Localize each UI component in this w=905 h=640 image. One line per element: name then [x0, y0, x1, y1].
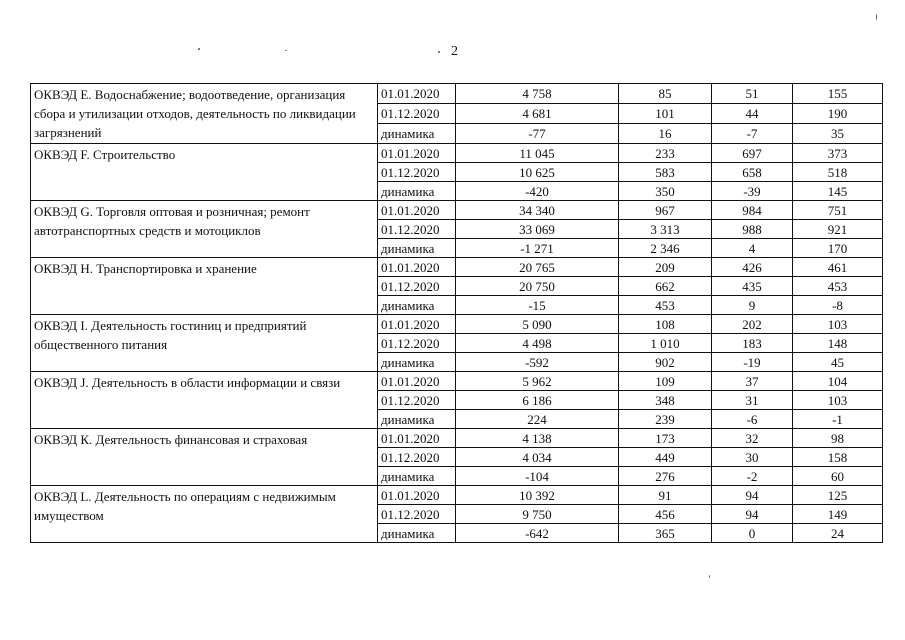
value-cell: 20 765: [456, 258, 619, 277]
value-cell: -420: [456, 182, 619, 201]
value-cell: 984: [712, 201, 793, 220]
value-cell: 155: [793, 84, 883, 104]
okved-section-name: ОКВЭД G. Торговля оптовая и розничная; ремонт автотранспортных средств и мотоциклов: [31, 201, 378, 258]
row-label: динамика: [378, 353, 456, 372]
value-cell: -6: [712, 410, 793, 429]
value-cell: 0: [712, 524, 793, 543]
value-cell: -2: [712, 467, 793, 486]
value-cell: 60: [793, 467, 883, 486]
value-cell: 350: [619, 182, 712, 201]
value-cell: 5 962: [456, 372, 619, 391]
value-cell: 103: [793, 391, 883, 410]
value-cell: 24: [793, 524, 883, 543]
value-cell: 697: [712, 144, 793, 163]
value-cell: 5 090: [456, 315, 619, 334]
row-label: 01.01.2020: [378, 486, 456, 505]
value-cell: 20 750: [456, 277, 619, 296]
okved-section-name: ОКВЭД Е. Водоснабжение; водоотведение, организация сбора и утилизации отходов, деятельность по ликвидации загрязнений: [31, 84, 378, 144]
row-label: 01.12.2020: [378, 220, 456, 239]
table-row: [31, 201, 883, 220]
value-cell: 4 498: [456, 334, 619, 353]
value-cell: -1 271: [456, 239, 619, 258]
row-label: 01.01.2020: [378, 372, 456, 391]
scan-speck: [198, 48, 200, 50]
okved-section-name: ОКВЭД К. Деятельность финансовая и страховая: [31, 429, 378, 486]
value-cell: 30: [712, 448, 793, 467]
page-number: 2: [451, 44, 458, 59]
value-cell: 91: [619, 486, 712, 505]
value-cell: 190: [793, 104, 883, 124]
row-label: динамика: [378, 182, 456, 201]
row-label: 01.12.2020: [378, 163, 456, 182]
row-label: 01.01.2020: [378, 201, 456, 220]
value-cell: 365: [619, 524, 712, 543]
okved-section-name: ОКВЭД L. Деятельность по операциям с недвижимым имуществом: [31, 486, 378, 543]
value-cell: 453: [619, 296, 712, 315]
row-label: 01.12.2020: [378, 505, 456, 524]
value-cell: 658: [712, 163, 793, 182]
okved-section-name: ОКВЭД F. Строительство: [31, 144, 378, 201]
value-cell: 183: [712, 334, 793, 353]
value-cell: 108: [619, 315, 712, 334]
value-cell: -8: [793, 296, 883, 315]
value-cell: 10 625: [456, 163, 619, 182]
row-label: 01.12.2020: [378, 391, 456, 410]
value-cell: 125: [793, 486, 883, 505]
value-cell: -642: [456, 524, 619, 543]
value-cell: 103: [793, 315, 883, 334]
value-cell: 426: [712, 258, 793, 277]
scan-speck: [285, 50, 287, 51]
value-cell: 4 138: [456, 429, 619, 448]
value-cell: 9: [712, 296, 793, 315]
value-cell: 101: [619, 104, 712, 124]
scan-speck: [438, 51, 440, 53]
value-cell: 145: [793, 182, 883, 201]
value-cell: 34 340: [456, 201, 619, 220]
value-cell: 453: [793, 277, 883, 296]
value-cell: 170: [793, 239, 883, 258]
scan-speck: [709, 575, 710, 578]
value-cell: 449: [619, 448, 712, 467]
row-label: 01.01.2020: [378, 144, 456, 163]
value-cell: -592: [456, 353, 619, 372]
row-label: 01.12.2020: [378, 277, 456, 296]
value-cell: 10 392: [456, 486, 619, 505]
row-label: динамика: [378, 239, 456, 258]
value-cell: 37: [712, 372, 793, 391]
value-cell: 4 758: [456, 84, 619, 104]
table-row: [31, 429, 883, 448]
value-cell: 11 045: [456, 144, 619, 163]
okved-section-name: ОКВЭД I. Деятельность гостиниц и предприятий общественного питания: [31, 315, 378, 372]
value-cell: 9 750: [456, 505, 619, 524]
value-cell: 158: [793, 448, 883, 467]
row-label: динамика: [378, 296, 456, 315]
value-cell: 233: [619, 144, 712, 163]
table-row: [31, 486, 883, 505]
value-cell: 456: [619, 505, 712, 524]
table-row: [31, 315, 883, 334]
row-label: динамика: [378, 124, 456, 144]
row-label: 01.01.2020: [378, 84, 456, 104]
value-cell: 224: [456, 410, 619, 429]
value-cell: 104: [793, 372, 883, 391]
value-cell: 988: [712, 220, 793, 239]
value-cell: 967: [619, 201, 712, 220]
value-cell: -7: [712, 124, 793, 144]
value-cell: 2 346: [619, 239, 712, 258]
value-cell: 4 034: [456, 448, 619, 467]
value-cell: 148: [793, 334, 883, 353]
okved-section-name: ОКВЭД Н. Транспортировка и хранение: [31, 258, 378, 315]
value-cell: 149: [793, 505, 883, 524]
value-cell: 461: [793, 258, 883, 277]
value-cell: -1: [793, 410, 883, 429]
value-cell: 209: [619, 258, 712, 277]
value-cell: 902: [619, 353, 712, 372]
table-row: [31, 258, 883, 277]
value-cell: 239: [619, 410, 712, 429]
row-label: 01.01.2020: [378, 315, 456, 334]
value-cell: 435: [712, 277, 793, 296]
value-cell: 662: [619, 277, 712, 296]
value-cell: 373: [793, 144, 883, 163]
value-cell: 94: [712, 505, 793, 524]
table-row: [31, 144, 883, 163]
value-cell: -39: [712, 182, 793, 201]
row-label: 01.01.2020: [378, 429, 456, 448]
value-cell: 16: [619, 124, 712, 144]
value-cell: 1 010: [619, 334, 712, 353]
table-row: [31, 84, 883, 104]
row-label: 01.01.2020: [378, 258, 456, 277]
value-cell: -19: [712, 353, 793, 372]
value-cell: -15: [456, 296, 619, 315]
row-label: динамика: [378, 524, 456, 543]
value-cell: 35: [793, 124, 883, 144]
value-cell: 276: [619, 467, 712, 486]
value-cell: 4 681: [456, 104, 619, 124]
value-cell: 751: [793, 201, 883, 220]
value-cell: -104: [456, 467, 619, 486]
value-cell: 4: [712, 239, 793, 258]
row-label: 01.12.2020: [378, 334, 456, 353]
row-label: динамика: [378, 467, 456, 486]
value-cell: -77: [456, 124, 619, 144]
value-cell: 109: [619, 372, 712, 391]
value-cell: 202: [712, 315, 793, 334]
row-label: 01.12.2020: [378, 104, 456, 124]
value-cell: 518: [793, 163, 883, 182]
table-row: [31, 372, 883, 391]
value-cell: 51: [712, 84, 793, 104]
value-cell: 45: [793, 353, 883, 372]
okved-table: [30, 83, 883, 543]
row-label: динамика: [378, 410, 456, 429]
value-cell: 33 069: [456, 220, 619, 239]
okved-table-body: [31, 84, 883, 543]
value-cell: 44: [712, 104, 793, 124]
value-cell: 31: [712, 391, 793, 410]
value-cell: 94: [712, 486, 793, 505]
row-label: 01.12.2020: [378, 448, 456, 467]
value-cell: 921: [793, 220, 883, 239]
okved-section-name: ОКВЭД J. Деятельность в области информации и связи: [31, 372, 378, 429]
value-cell: 583: [619, 163, 712, 182]
value-cell: 173: [619, 429, 712, 448]
value-cell: 32: [712, 429, 793, 448]
value-cell: 6 186: [456, 391, 619, 410]
value-cell: 98: [793, 429, 883, 448]
value-cell: 348: [619, 391, 712, 410]
scan-speck: [876, 14, 877, 20]
value-cell: 85: [619, 84, 712, 104]
value-cell: 3 313: [619, 220, 712, 239]
